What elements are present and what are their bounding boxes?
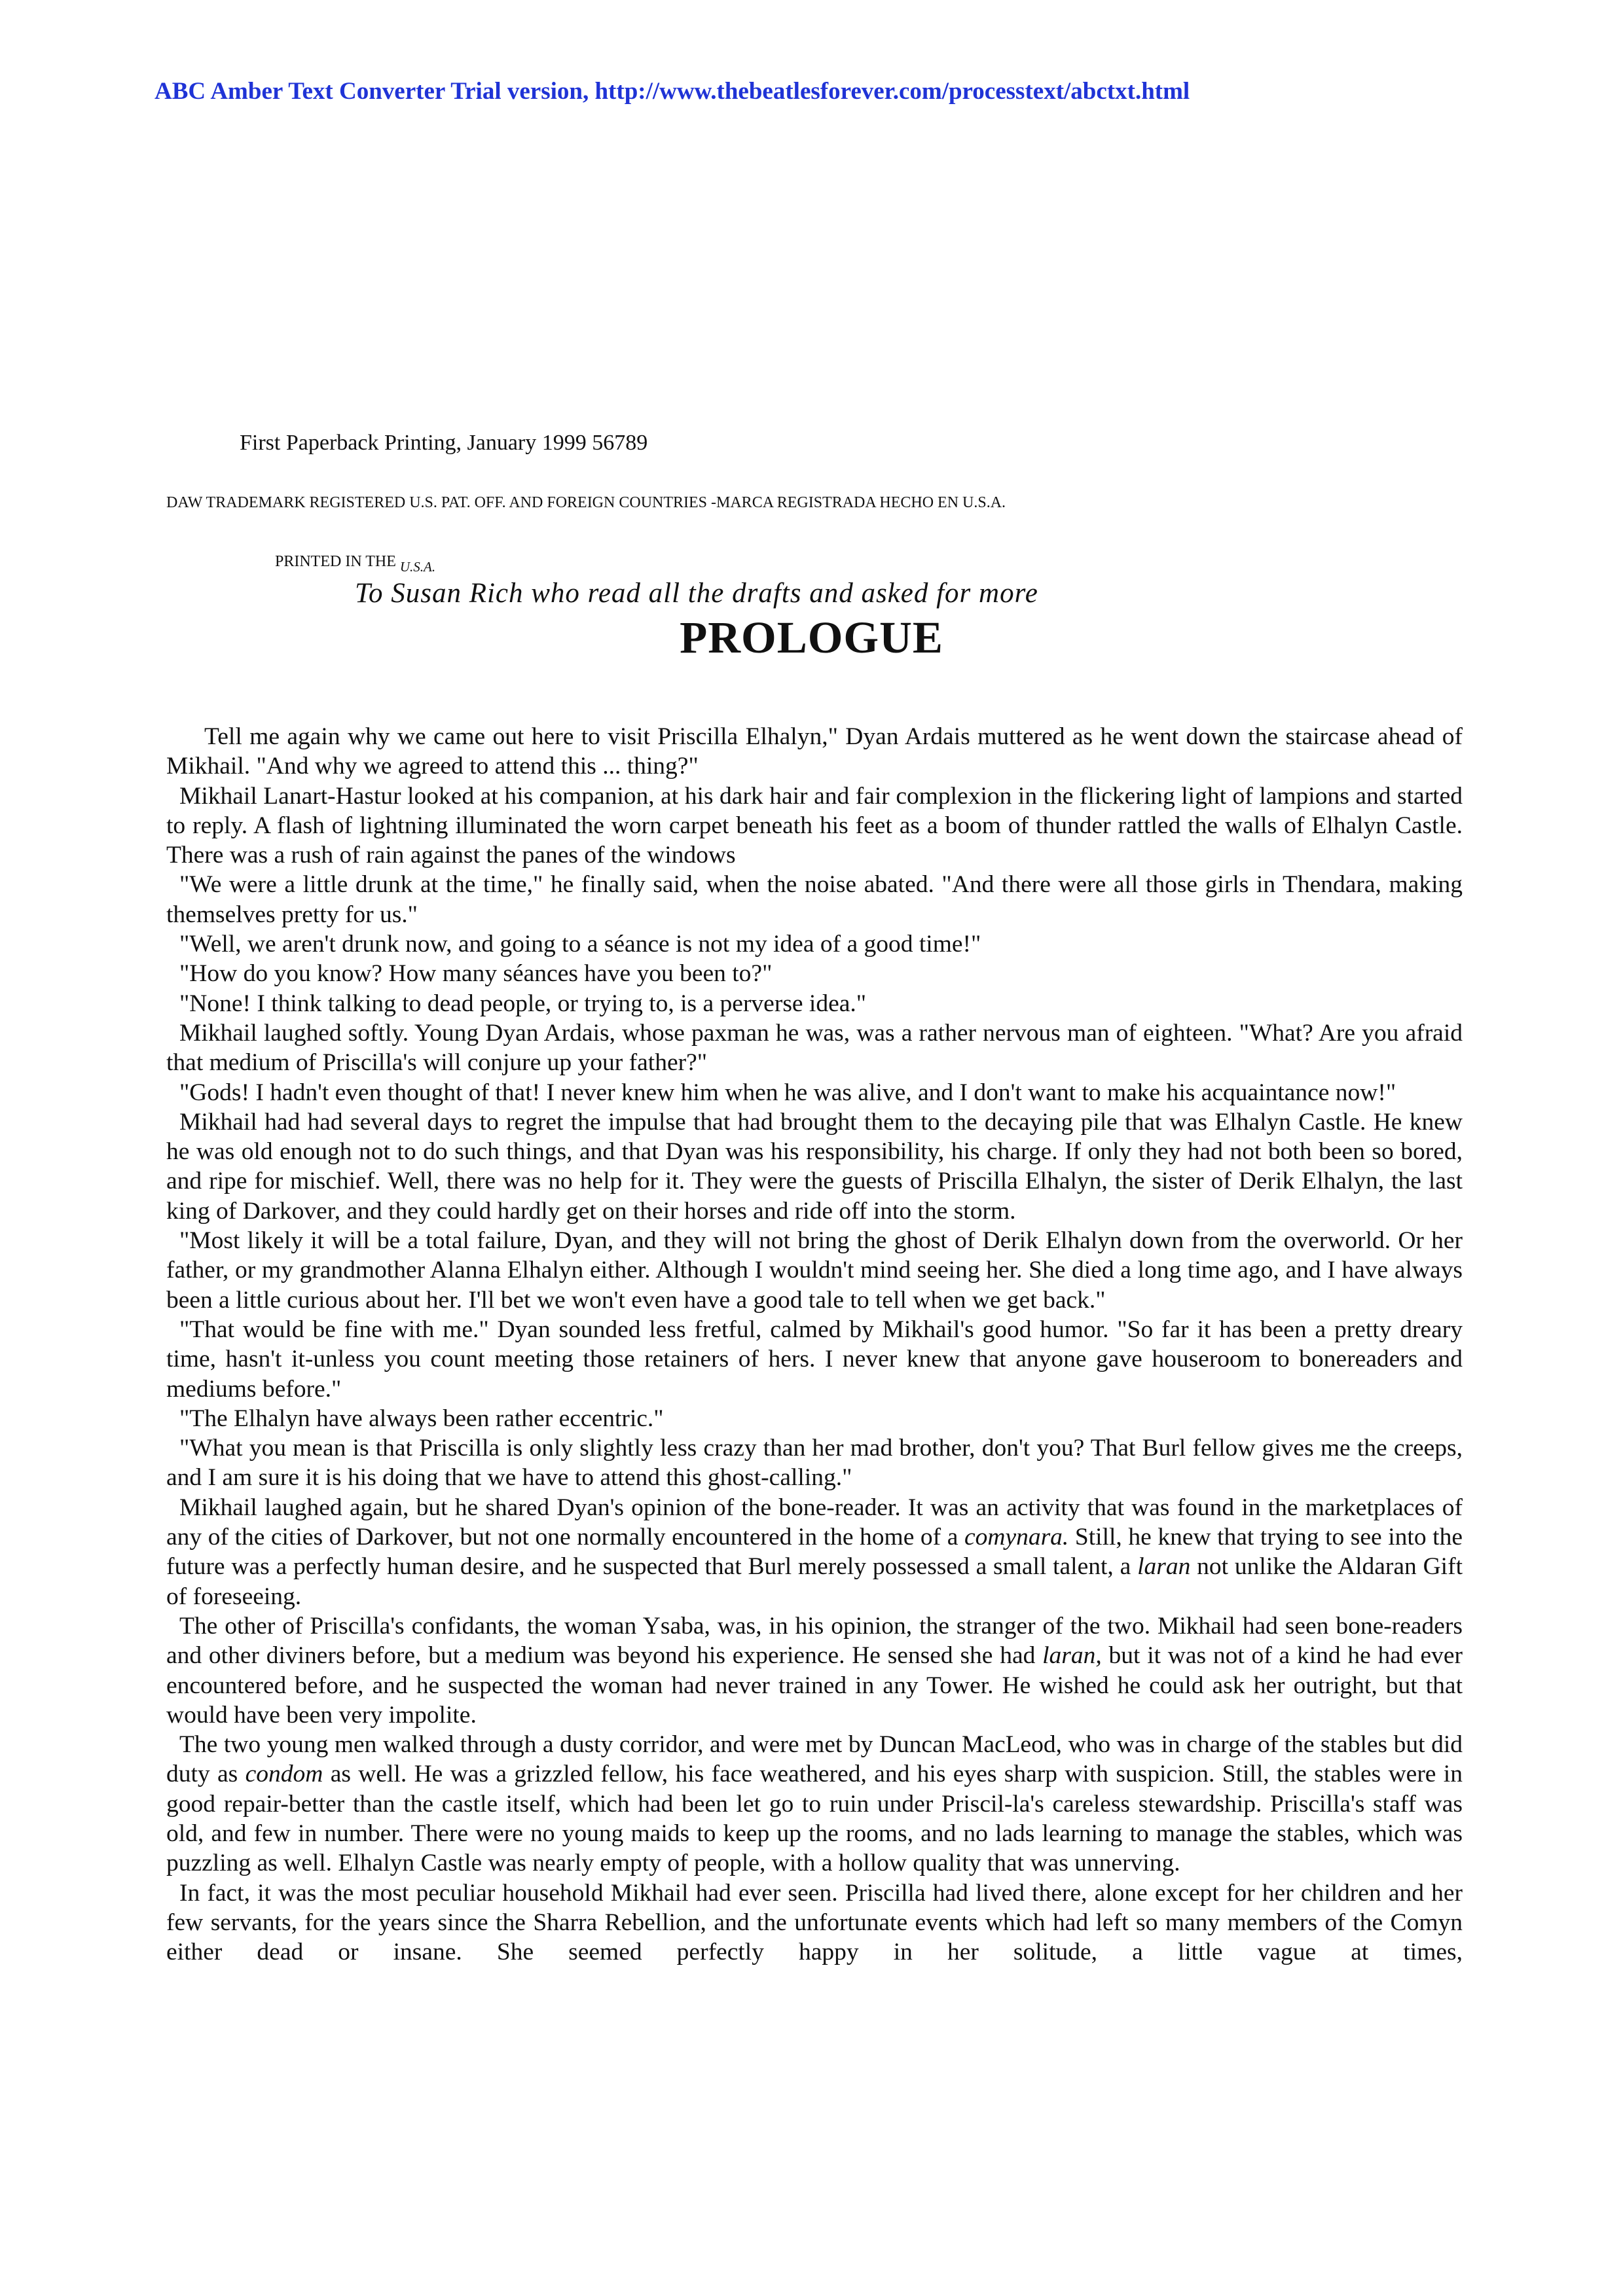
printed-in-line [275, 553, 436, 575]
paragraph [166, 1493, 1463, 1611]
paragraph-text: "Well, we aren't drunk now, and going to a séance is not my idea of a good time!" [179, 931, 981, 958]
paragraph [166, 1018, 1463, 1078]
paragraph-text: The two young men walked through a dusty corridor, and were met by Duncan MacLeod, who was in charge of the stables but did duty as [166, 1731, 1463, 1788]
paragraph [166, 989, 1463, 1018]
paragraph-text: Mikhail had had several days to regret the impulse that had brought them to the decaying pile that was Elhalyn Castle. He knew he was old enough not to do such things, and that Dyan was his responsibility, his charge. If only they had not both been so bored, and ripe for mischief. Well, there was no help for it. They were the guests of Priscilla Elhalyn, the sister of Derik Elhalyn, the last king of Darkover, and they could hardly get on their horses and ride off into the storm. [166, 1108, 1463, 1225]
paragraph-text: Still, he knew that trying to see into the future was a perfectly human desire, and he suspected that Burl merely possessed a small talent, a [166, 1524, 1463, 1581]
paragraph [166, 1611, 1463, 1730]
paragraph-text: Tell me again why we came out here to visit Priscilla Elhalyn," Dyan Ardais muttered as he went down the staircase ahead of Mikhail. "And why we agreed to attend this ... thing?" [166, 723, 1463, 780]
paragraph [166, 959, 1463, 988]
paragraph-text: "None! I think talking to dead people, or trying to, is a perverse idea." [179, 990, 867, 1017]
paragraph-text: "Most likely it will be a total failure, Dyan, and they will not bring the ghost of Derik Elhalyn down from the overworld. Or her father, or my grandmother Alanna Elhalyn either. Although I wouldn't mind seeing her. She died a long time ago, and I have always been a little curious about her. I'll bet we won't even have a good tale to tell when we get back." [166, 1227, 1463, 1314]
paragraph-text: "That would be fine with me." Dyan sounded less fretful, calmed by Mikhail's good humor. "So far it has been a pretty dreary time, hasn't it-unless you count meeting those retainers of hers. I never knew that anyone gave houseroom to bonereaders and mediums before." [166, 1316, 1463, 1403]
paragraph-text: "Gods! I hadn't even thought of that! I never knew him when he was alive, and I don't want to make his acquaintance now!" [179, 1079, 1396, 1106]
chapter-heading: PROLOGUE [680, 613, 943, 662]
paragraph [166, 722, 1463, 781]
converter-trial-banner: ABC Amber Text Converter Trial version, http://www.thebeatlesforever.com/processtext/abctxt.html [155, 78, 1190, 105]
body-text [166, 722, 1463, 1967]
paragraph-text: "How do you know? How many séances have you been to?" [179, 960, 773, 988]
dedication: To Susan Rich who read all the drafts and asked for more [355, 578, 1038, 609]
paragraph-text: "What you mean is that Priscilla is only slightly less crazy than her mad brother, don't you? That Burl fellow gives me the creeps, and I am sure it is his doing that we have to attend this ghost-calling." [166, 1435, 1463, 1492]
paragraph [166, 870, 1463, 929]
paragraph [166, 929, 1463, 959]
paragraph [166, 1315, 1463, 1404]
italic-term: laran, [1042, 1642, 1102, 1670]
paragraph-text: Mikhail Lanart-Hastur looked at his companion, at his dark hair and fair complexion in the flickering light of lampions and started to reply. A flash of lightning illuminated the worn carpet beneath his feet as a boom of thunder rattled the walls of Elhalyn Castle. There was a rush of rain against the panes of the windows [166, 782, 1463, 869]
paragraph-text: "We were a little drunk at the time," he finally said, when the noise abated. "And there were all those girls in Thendara, making themselves pretty for us." [166, 871, 1463, 928]
paragraph [166, 1404, 1463, 1433]
printed-in-prefix: PRINTED IN THE [275, 553, 396, 570]
printing-line: First Paperback Printing, January 1999 56789 [240, 431, 648, 455]
paragraph [166, 1078, 1463, 1107]
paragraph-text: Mikhail laughed again, but he shared Dyan's opinion of the bone-reader. It was an activity that was found in the marketplaces of any of the cities of Darkover, but not one normally encountered in the home of a [166, 1494, 1463, 1551]
paragraph-text: "The Elhalyn have always been rather eccentric." [179, 1405, 664, 1432]
trademark-line: DAW TRADEMARK REGISTERED U.S. PAT. OFF. AND FOREIGN COUNTRIES -MARCA REGISTRADA HECHO EN U.S.A. [166, 494, 1006, 511]
paragraph [166, 1878, 1463, 1967]
paragraph-text: not unlike the Aldaran Gift of foreseeing. [166, 1553, 1463, 1610]
paragraph [166, 781, 1463, 870]
italic-term: laran [1137, 1553, 1191, 1581]
paragraph-text: but it was not of a kind he had ever encountered before, and he suspected the woman had never trained in any Tower. He wished he could ask her outright, but that would have been very impolite. [166, 1642, 1463, 1729]
paragraph-text: In fact, it was the most peculiar household Mikhail had ever seen. Priscilla had lived there, alone except for her children and her few servants, for the years since the Sharra Rebellion, and the unfortunate events which had left so many members of the Comyn either dead or insane. She seemed perfectly happy in her solitude, a little vague at times, [166, 1879, 1463, 1966]
paragraph-text: Mikhail laughed softly. Young Dyan Ardais, whose paxman he was, was a rather nervous man of eighteen. "What? Are you afraid that medium of Priscilla's will conjure up your father?" [166, 1019, 1463, 1077]
paragraph-text: The other of Priscilla's confidants, the woman Ysaba, was, in his opinion, the stranger of the two. Mikhail had seen bone-readers and other diviners before, but a medium was beyond his experience. He sensed she had [166, 1612, 1463, 1670]
italic-term: comynara. [964, 1524, 1069, 1551]
paragraph-text: as well. He was a grizzled fellow, his face weathered, and his eyes sharp with suspicion. Still, the stables were in good repair-better than the castle itself, which had been let go to ruin under Priscil-la's careless stewardship. Priscilla's staff was old, and few in number. There were no young maids to keep up the rooms, and no lads learning to manage the stables, which was puzzling as well. Elhalyn Castle was nearly empty of people, with a hollow quality that was unnerving. [166, 1761, 1463, 1877]
italic-term: condom [245, 1761, 323, 1788]
paragraph [166, 1730, 1463, 1878]
paragraph [166, 1107, 1463, 1226]
paragraph [166, 1226, 1463, 1315]
paragraph [166, 1433, 1463, 1493]
printed-in-country: U.S.A. [399, 559, 436, 575]
